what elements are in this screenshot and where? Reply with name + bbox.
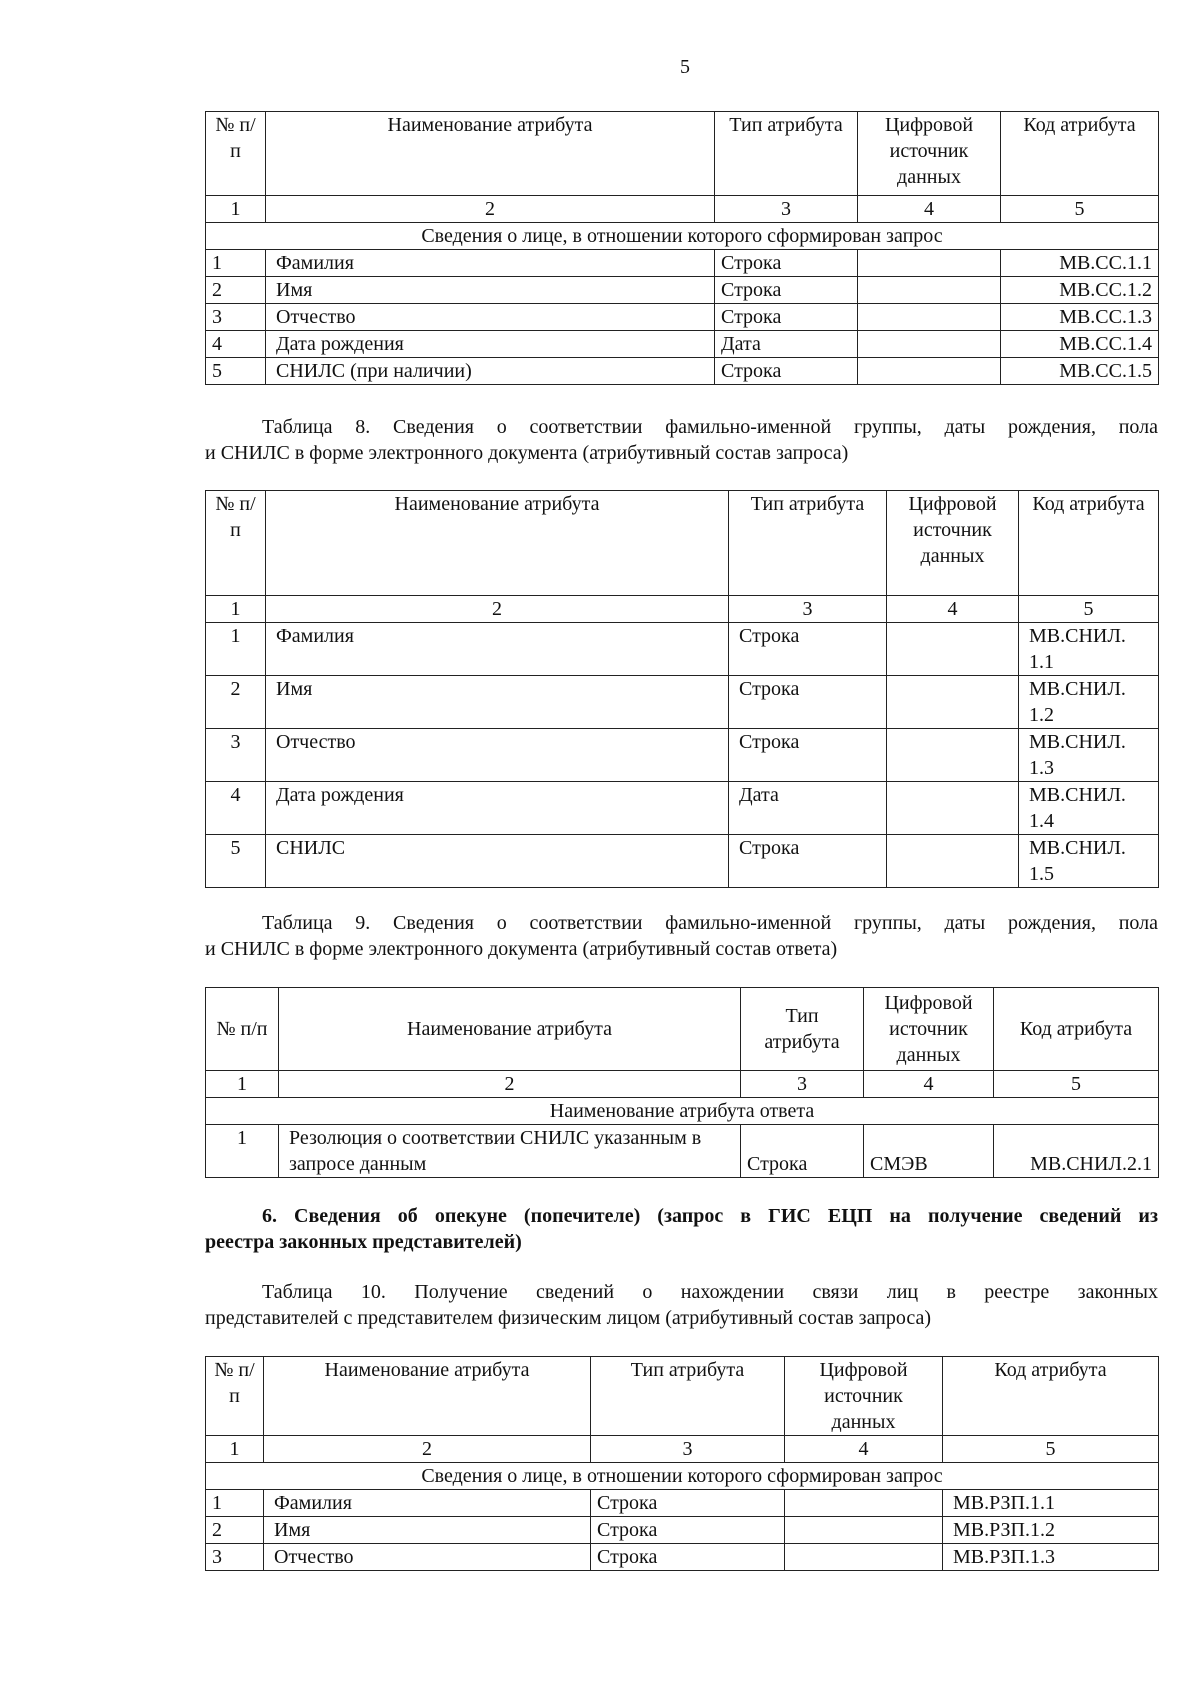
column-number-row (206, 196, 1159, 223)
attribute-code: МВ.РЗП.1.3 (943, 1544, 1159, 1571)
column-number: 5 (1001, 196, 1159, 223)
column-number: 3 (591, 1436, 785, 1463)
caption-line: представителей с представителем физическим лицом (атрибутивный состав запроса) (205, 1307, 932, 1329)
row-number: 5 (206, 835, 266, 888)
table-header-row (206, 1357, 1159, 1436)
row-number: 1 (206, 1490, 264, 1517)
table-header-row (206, 988, 1159, 1071)
column-number: 1 (206, 596, 266, 623)
header-cell: Код атрибута (943, 1357, 1159, 1436)
attribute-source (887, 729, 1019, 782)
column-number: 5 (1019, 596, 1159, 623)
column-number: 2 (266, 596, 729, 623)
attribute-code: МВ.СНИЛ. 1.1 (1019, 623, 1159, 676)
attribute-source (887, 623, 1019, 676)
attribute-type: Строка (715, 358, 858, 385)
attribute-source (887, 782, 1019, 835)
attribute-code: МВ.СНИЛ.2.1 (994, 1125, 1159, 1178)
table-row (206, 1517, 1159, 1544)
header-cell: Наименование атрибута (266, 491, 729, 596)
table-row (206, 623, 1159, 676)
section-title: Сведения о лице, в отношении которого сформирован запрос (206, 223, 1159, 250)
column-number: 4 (785, 1436, 943, 1463)
header-cell: Наименование атрибута (264, 1357, 591, 1436)
table-row (206, 676, 1159, 729)
attribute-type: Строка (715, 277, 858, 304)
table-row (206, 835, 1159, 888)
header-cell: Тип атрибута (741, 988, 864, 1071)
attribute-name: Отчество (264, 1544, 591, 1571)
page-number: 5 (680, 56, 690, 78)
attribute-code: МВ.СС.1.1 (1001, 250, 1159, 277)
header-cell: Код атрибута (1001, 112, 1159, 196)
attribute-type: Строка (729, 676, 887, 729)
header-cell: Наименование атрибута (266, 112, 715, 196)
attribute-type: Строка (591, 1517, 785, 1544)
attribute-type: Строка (729, 835, 887, 888)
attribute-table-7 (205, 111, 1159, 385)
attribute-code: МВ.СНИЛ. 1.2 (1019, 676, 1159, 729)
attribute-name: СНИЛС (при наличии) (266, 358, 715, 385)
attribute-code: МВ.РЗП.1.2 (943, 1517, 1159, 1544)
attribute-code: МВ.СС.1.4 (1001, 331, 1159, 358)
caption-line: Таблица 8. Сведения о соответствии фамильно-именной группы, даты рождения, пола (262, 416, 1158, 438)
table-row (206, 1544, 1159, 1571)
row-number: 1 (206, 623, 266, 676)
header-cell: Тип атрибута (715, 112, 858, 196)
table-8-caption (205, 414, 1158, 466)
attribute-source (858, 331, 1001, 358)
row-number: 2 (206, 277, 266, 304)
column-number-row (206, 1436, 1159, 1463)
header-cell: Тип атрибута (591, 1357, 785, 1436)
attribute-name: Имя (266, 676, 729, 729)
column-number: 1 (206, 1071, 279, 1098)
header-cell: Цифровой источник данных (785, 1357, 943, 1436)
column-number: 2 (279, 1071, 741, 1098)
section-6-heading (205, 1203, 1158, 1255)
column-number: 5 (994, 1071, 1159, 1098)
caption-line: Таблица 10. Получение сведений о нахождении связи лиц в реестре законных (262, 1281, 1158, 1303)
attribute-type: Дата (715, 331, 858, 358)
row-number: 3 (206, 729, 266, 782)
table-header-row (206, 112, 1159, 196)
attribute-code: МВ.СНИЛ. 1.3 (1019, 729, 1159, 782)
header-cell: № п/п (206, 988, 279, 1071)
attribute-code: МВ.СНИЛ. 1.5 (1019, 835, 1159, 888)
column-number: 3 (729, 596, 887, 623)
caption-line: и СНИЛС в форме электронного документа (атрибутивный состав ответа) (205, 938, 838, 960)
attribute-type: Строка (591, 1490, 785, 1517)
caption-line: Таблица 9. Сведения о соответствии фамильно-именной группы, даты рождения, пола (262, 912, 1158, 934)
attribute-name: Фамилия (266, 623, 729, 676)
attribute-type: Строка (729, 623, 887, 676)
attribute-code: МВ.СС.1.3 (1001, 304, 1159, 331)
column-number: 1 (206, 196, 266, 223)
section-title: Наименование атрибута ответа (206, 1098, 1159, 1125)
header-cell: Цифровой источник данных (864, 988, 994, 1071)
attribute-source (785, 1490, 943, 1517)
attribute-type: Строка (715, 304, 858, 331)
table-row (206, 1490, 1159, 1517)
row-number: 4 (206, 782, 266, 835)
row-number: 2 (206, 1517, 264, 1544)
table-row (206, 277, 1159, 304)
attribute-name: Дата рождения (266, 331, 715, 358)
attribute-code: МВ.РЗП.1.1 (943, 1490, 1159, 1517)
attribute-code: МВ.СС.1.5 (1001, 358, 1159, 385)
table-row (206, 782, 1159, 835)
attribute-table-9 (205, 987, 1159, 1178)
attribute-type: Дата (729, 782, 887, 835)
attribute-name: Фамилия (264, 1490, 591, 1517)
attribute-source (887, 676, 1019, 729)
column-number: 2 (264, 1436, 591, 1463)
section-row (206, 223, 1159, 250)
attribute-source (887, 835, 1019, 888)
column-number-row (206, 1071, 1159, 1098)
attribute-source (858, 358, 1001, 385)
section-row (206, 1098, 1159, 1125)
heading-line: реестра законных представителей) (205, 1231, 522, 1253)
attribute-source (858, 304, 1001, 331)
header-cell: Наименование атрибута (279, 988, 741, 1071)
row-number: 3 (206, 304, 266, 331)
attribute-name: Отчество (266, 729, 729, 782)
attribute-source (785, 1517, 943, 1544)
table-row (206, 304, 1159, 331)
attribute-name: Дата рождения (266, 782, 729, 835)
attribute-code: МВ.СС.1.2 (1001, 277, 1159, 304)
attribute-source (858, 250, 1001, 277)
table-9-caption (205, 910, 1158, 962)
column-number: 4 (864, 1071, 994, 1098)
attribute-code: МВ.СНИЛ. 1.4 (1019, 782, 1159, 835)
row-number: 3 (206, 1544, 264, 1571)
attribute-table-8 (205, 490, 1159, 888)
table-row (206, 250, 1159, 277)
caption-line: и СНИЛС в форме электронного документа (атрибутивный состав запроса) (205, 442, 849, 464)
column-number: 4 (887, 596, 1019, 623)
table-row (206, 358, 1159, 385)
header-cell: Код атрибута (994, 988, 1159, 1071)
section-title: Сведения о лице, в отношении которого сформирован запрос (206, 1463, 1159, 1490)
table-10-caption (205, 1279, 1158, 1331)
row-number: 5 (206, 358, 266, 385)
attribute-name: СНИЛС (266, 835, 729, 888)
attribute-type: Строка (591, 1544, 785, 1571)
table-row (206, 729, 1159, 782)
attribute-type: Строка (715, 250, 858, 277)
row-number: 4 (206, 331, 266, 358)
column-number: 5 (943, 1436, 1159, 1463)
header-cell: Цифровой источник данных (887, 491, 1019, 596)
attribute-name: Фамилия (266, 250, 715, 277)
attribute-source (858, 277, 1001, 304)
header-cell: Тип атрибута (729, 491, 887, 596)
header-cell: № п/п (206, 1357, 264, 1436)
attribute-source (785, 1544, 943, 1571)
attribute-type: Строка (729, 729, 887, 782)
table-row (206, 1125, 1159, 1178)
attribute-name: Резолюция о соответствии СНИЛС указанным в запросе данным (279, 1125, 741, 1178)
header-cell: Цифровой источник данных (858, 112, 1001, 196)
row-number: 1 (206, 250, 266, 277)
row-number: 1 (206, 1125, 279, 1178)
attribute-source: СМЭВ (864, 1125, 994, 1178)
column-number: 4 (858, 196, 1001, 223)
header-cell: Код атрибута (1019, 491, 1159, 596)
table-header-row (206, 491, 1159, 596)
table-row (206, 331, 1159, 358)
header-cell: № п/п (206, 491, 266, 596)
attribute-name: Отчество (266, 304, 715, 331)
column-number: 2 (266, 196, 715, 223)
column-number: 3 (741, 1071, 864, 1098)
attribute-type: Строка (741, 1125, 864, 1178)
attribute-name: Имя (266, 277, 715, 304)
column-number: 1 (206, 1436, 264, 1463)
row-number: 2 (206, 676, 266, 729)
attribute-table-10 (205, 1356, 1159, 1571)
header-cell: № п/п (206, 112, 266, 196)
heading-line: 6. Сведения об опекуне (попечителе) (запрос в ГИС ЕЦП на получение сведений из (262, 1205, 1158, 1227)
section-row (206, 1463, 1159, 1490)
column-number-row (206, 596, 1159, 623)
column-number: 3 (715, 196, 858, 223)
attribute-name: Имя (264, 1517, 591, 1544)
